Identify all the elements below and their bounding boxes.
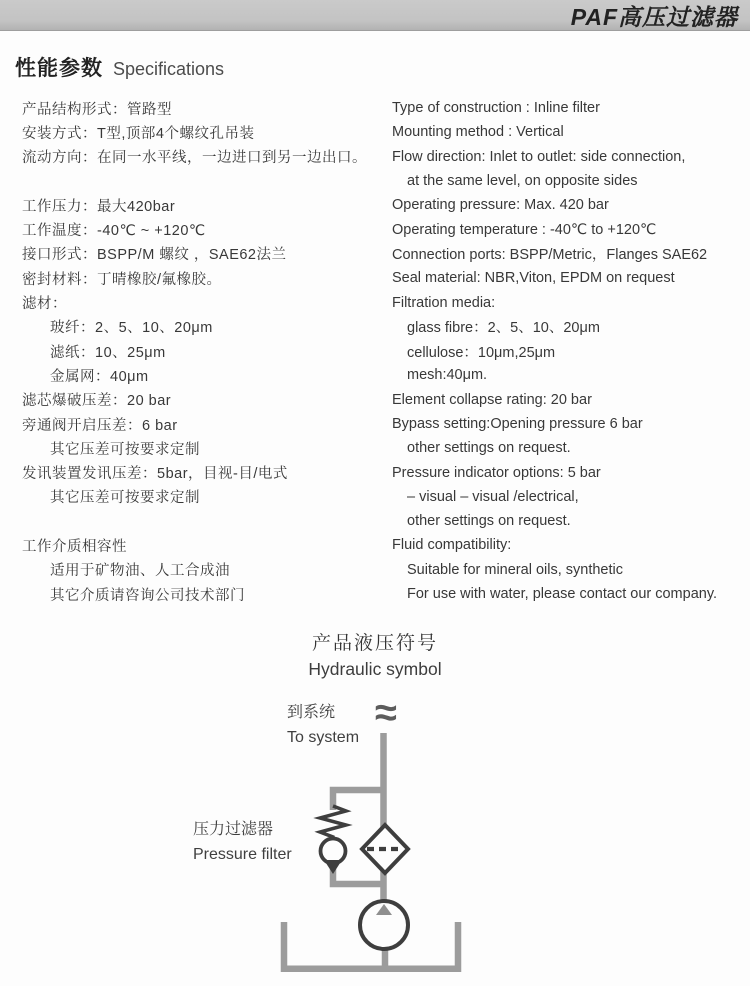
spec-cell-zh: 滤纸：10、25μm	[50, 344, 166, 361]
spec-cell-en: Suitable for mineral oils, synthetic	[407, 561, 623, 578]
spec-cell-en: other settings on request.	[407, 440, 571, 457]
spec-cell-en: Bypass setting:Opening pressure 6 bar	[392, 416, 643, 432]
spec-cell-en: mesh:40μm.	[407, 367, 488, 384]
spec-cell-zh: 适用于矿物油、人工合成油	[50, 563, 230, 580]
spec-cell-zh: 安装方式：T型,顶部4个螺纹孔吊装	[22, 125, 255, 142]
spec-cell-zh: 玻纤：2、5、10、20μm	[50, 320, 213, 337]
spec-row	[0, 339, 750, 363]
spec-row	[0, 120, 750, 144]
spec-cell-en: Element collapse rating: 20 bar	[392, 391, 592, 408]
spec-cell-zh: 滤材：	[22, 296, 67, 313]
section-title-en: Specifications	[113, 59, 225, 79]
to-system-label-en: To system	[287, 729, 360, 746]
spec-cell-en: Type of construction : Inline filter	[392, 100, 600, 117]
pressure-filter-label-en: Pressure filter	[193, 846, 292, 863]
spec-cell-zh: 其它压差可按要求定制	[50, 490, 200, 507]
spec-cell-en: Mounting method : Vertical	[392, 124, 564, 141]
spec-row	[0, 266, 750, 290]
to-system-label-zh: 到系统	[287, 704, 336, 721]
section-heading	[15, 52, 224, 82]
spec-cell-en: Operating pressure: Max. 420 bar	[392, 197, 609, 214]
spec-cell-en: Operating temperature : -40℃ to +120℃	[392, 221, 657, 238]
spec-cell-zh: 发讯装置发讯压差：5bar，目视-目/电式	[22, 466, 288, 483]
pressure-filter-label-zh: 压力过滤器	[193, 821, 274, 838]
spec-cell-en: glass fibre：2、5、10、20μm	[407, 320, 600, 337]
spec-table	[0, 96, 750, 606]
spec-cell-zh: 其它介质请咨询公司技术部门	[50, 587, 245, 604]
valve-seat-icon	[324, 860, 342, 874]
spec-cell-en: Fluid compatibility:	[392, 537, 512, 554]
spring-icon	[320, 806, 346, 840]
spec-row	[0, 242, 750, 266]
spec-cell-zh: 滤芯爆破压差：20 bar	[22, 393, 172, 410]
spec-cell-en: Seal material: NBR,Viton, EPDM on request	[392, 270, 675, 287]
spec-cell-zh: 密封材料：丁晴橡胶/氟橡胶。	[22, 271, 222, 288]
spec-row	[0, 533, 750, 557]
spec-row	[0, 460, 750, 484]
spec-cell-zh: 工作温度：-40℃ ~ +120℃	[22, 223, 206, 240]
spec-row	[0, 145, 750, 169]
spec-row	[0, 412, 750, 436]
spec-row	[0, 217, 750, 241]
spec-row	[0, 558, 750, 582]
bypass-valve-icon	[320, 806, 346, 874]
to-system-wave-icon: ≈	[375, 691, 397, 735]
spec-cell-en: cellulose：10μm,25μm	[407, 344, 556, 361]
spec-cell-zh: 旁通阀开启压差：6 bar	[22, 417, 178, 434]
spec-cell-en: Pressure indicator options: 5 bar	[392, 464, 601, 481]
spec-cell-zh: 产品结构形式：管路型	[22, 101, 172, 118]
hydraulic-title-en: Hydraulic symbol	[308, 659, 442, 679]
spec-cell-zh: 流动方向：在同一水平线，一边进口到另一边出口。	[22, 150, 367, 167]
spec-row	[0, 290, 750, 314]
check-ball-icon	[321, 839, 346, 864]
spec-cell-en: other settings on request.	[407, 513, 571, 530]
pump-icon	[360, 901, 408, 949]
hydraulic-section-title	[250, 628, 500, 680]
spec-cell-en: Filtration media:	[392, 294, 496, 311]
spec-row	[0, 193, 750, 217]
spec-cell-en: at the same level, on opposite sides	[407, 173, 638, 190]
spec-row	[0, 436, 750, 460]
spec-cell-en: For use with water, please contact our company.	[407, 586, 718, 603]
header-banner	[0, 0, 750, 31]
hydraulic-title-zh: 产品液压符号	[311, 633, 438, 654]
spec-row	[0, 509, 750, 533]
spec-cell-zh: 其它压差可按要求定制	[50, 441, 200, 458]
spec-row	[0, 485, 750, 509]
spec-cell-en: – visual – visual /electrical,	[407, 488, 579, 505]
spec-cell-zh: 工作介质相容性	[22, 538, 127, 555]
spec-row	[0, 582, 750, 606]
section-title-zh: 性能参数	[15, 57, 103, 80]
spec-row	[0, 169, 750, 193]
spec-row	[0, 315, 750, 339]
spec-row	[0, 388, 750, 412]
spec-cell-en: Connection ports: BSPP/Metric，Flanges SAE62	[392, 247, 708, 264]
spec-cell-en: Flow direction: Inlet to outlet: side connection,	[392, 148, 686, 165]
spec-cell-zh: 工作压力：最大420bar	[22, 198, 176, 215]
spec-cell-zh: 接口形式：BSPP/M 螺纹 ，SAE62法兰	[22, 247, 287, 264]
spec-row	[0, 96, 750, 120]
page-title: PAF高压过滤器	[570, 3, 738, 30]
spec-cell-zh: 金属网：40μm	[50, 368, 149, 385]
hydraulic-symbol-diagram	[250, 688, 480, 986]
filter-diamond-icon	[362, 825, 408, 873]
spec-row	[0, 363, 750, 387]
